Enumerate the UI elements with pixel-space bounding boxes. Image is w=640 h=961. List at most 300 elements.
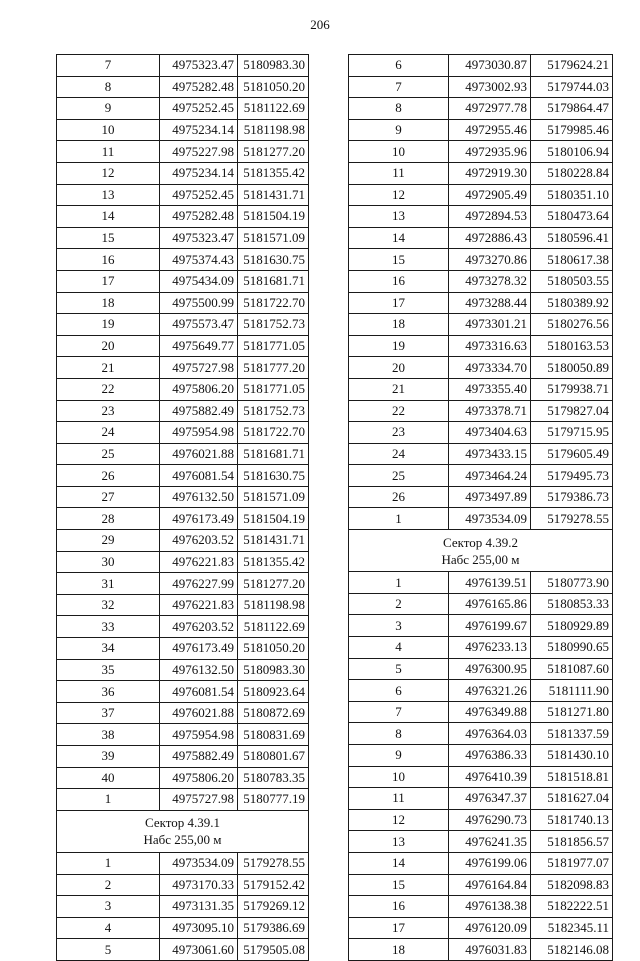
point-number-cell: 1 <box>57 789 160 811</box>
table-row <box>349 637 613 659</box>
table-row <box>57 767 309 789</box>
table-row <box>349 723 613 745</box>
point-number-cell: 17 <box>349 917 449 939</box>
y-coordinate-cell: 5182222.51 <box>531 896 613 918</box>
table-row <box>349 831 613 853</box>
table-row <box>57 486 309 508</box>
point-number-cell: 19 <box>57 314 160 336</box>
y-coordinate-cell: 5180106.94 <box>531 141 613 163</box>
y-coordinate-cell: 5181050.20 <box>238 638 309 660</box>
point-number-cell: 25 <box>349 465 449 487</box>
x-coordinate-cell: 4975727.98 <box>160 357 238 379</box>
y-coordinate-cell: 5180983.30 <box>238 659 309 681</box>
y-coordinate-cell: 5179744.03 <box>531 76 613 98</box>
table-row <box>57 939 309 961</box>
table-row <box>349 874 613 896</box>
point-number-cell: 16 <box>349 896 449 918</box>
table-row <box>57 530 309 552</box>
y-coordinate-cell: 5181856.57 <box>531 831 613 853</box>
table-row <box>349 141 613 163</box>
table-row <box>57 443 309 465</box>
point-number-cell: 9 <box>349 119 449 141</box>
point-number-cell: 15 <box>349 249 449 271</box>
table-row <box>57 314 309 336</box>
y-coordinate-cell: 5180773.90 <box>531 572 613 594</box>
y-coordinate-cell: 5179386.69 <box>238 917 309 939</box>
x-coordinate-cell: 4976081.54 <box>160 465 238 487</box>
y-coordinate-cell: 5179386.73 <box>531 486 613 508</box>
y-coordinate-cell: 5180276.56 <box>531 314 613 336</box>
point-number-cell: 4 <box>57 917 160 939</box>
y-coordinate-cell: 5181627.04 <box>531 788 613 810</box>
x-coordinate-cell: 4976173.49 <box>160 638 238 660</box>
point-number-cell: 32 <box>57 594 160 616</box>
point-number-cell: 26 <box>57 465 160 487</box>
y-coordinate-cell: 5180853.33 <box>531 593 613 615</box>
point-number-cell: 2 <box>349 593 449 615</box>
x-coordinate-cell: 4973404.63 <box>449 422 531 444</box>
x-coordinate-cell: 4976203.52 <box>160 530 238 552</box>
point-number-cell: 31 <box>57 573 160 595</box>
y-coordinate-cell: 5180503.55 <box>531 270 613 292</box>
table-row <box>57 789 309 811</box>
point-number-cell: 14 <box>349 852 449 874</box>
table-row <box>57 98 309 120</box>
x-coordinate-cell: 4973334.70 <box>449 357 531 379</box>
sector-header-cell <box>349 530 613 572</box>
point-number-cell: 13 <box>349 831 449 853</box>
point-number-cell: 2 <box>57 874 160 896</box>
table-row <box>349 314 613 336</box>
x-coordinate-cell: 4976132.50 <box>160 486 238 508</box>
y-coordinate-cell: 5181771.05 <box>238 378 309 400</box>
y-coordinate-cell: 5179827.04 <box>531 400 613 422</box>
x-coordinate-cell: 4976138.38 <box>449 896 531 918</box>
table-row <box>57 335 309 357</box>
x-coordinate-cell: 4976221.83 <box>160 594 238 616</box>
point-number-cell: 39 <box>57 746 160 768</box>
y-coordinate-cell: 5180929.89 <box>531 615 613 637</box>
y-coordinate-cell: 5181198.98 <box>238 119 309 141</box>
y-coordinate-cell: 5180801.67 <box>238 746 309 768</box>
y-coordinate-cell: 5179269.12 <box>238 896 309 918</box>
table-row <box>57 659 309 681</box>
table-row <box>57 206 309 228</box>
y-coordinate-cell: 5180596.41 <box>531 227 613 249</box>
point-number-cell: 6 <box>349 680 449 702</box>
point-number-cell: 18 <box>57 292 160 314</box>
point-number-cell: 25 <box>57 443 160 465</box>
x-coordinate-cell: 4976321.26 <box>449 680 531 702</box>
point-number-cell: 22 <box>57 378 160 400</box>
y-coordinate-cell: 5180872.69 <box>238 702 309 724</box>
x-coordinate-cell: 4972905.49 <box>449 184 531 206</box>
x-coordinate-cell: 4973464.24 <box>449 465 531 487</box>
point-number-cell: 40 <box>57 767 160 789</box>
table-row <box>349 98 613 120</box>
y-coordinate-cell: 5181355.42 <box>238 162 309 184</box>
y-coordinate-cell: 5181681.71 <box>238 443 309 465</box>
table-row <box>349 508 613 530</box>
y-coordinate-cell: 5181752.73 <box>238 314 309 336</box>
point-number-cell: 29 <box>57 530 160 552</box>
y-coordinate-cell: 5181777.20 <box>238 357 309 379</box>
sector-title: Сектор 4.39.2 <box>442 534 518 550</box>
sector-title: Сектор 4.39.1 <box>144 815 220 831</box>
point-number-cell: 14 <box>57 206 160 228</box>
table-row <box>349 357 613 379</box>
y-coordinate-cell: 5181198.98 <box>238 594 309 616</box>
y-coordinate-cell: 5181630.75 <box>238 249 309 271</box>
y-coordinate-cell: 5181630.75 <box>238 465 309 487</box>
x-coordinate-cell: 4972919.30 <box>449 162 531 184</box>
point-number-cell: 3 <box>57 896 160 918</box>
point-number-cell: 7 <box>349 701 449 723</box>
x-coordinate-cell: 4972894.53 <box>449 206 531 228</box>
x-coordinate-cell: 4976081.54 <box>160 681 238 703</box>
y-coordinate-cell: 5180983.30 <box>238 55 309 77</box>
x-coordinate-cell: 4976227.99 <box>160 573 238 595</box>
point-number-cell: 17 <box>349 292 449 314</box>
table-row <box>349 55 613 77</box>
point-number-cell: 18 <box>349 939 449 961</box>
y-coordinate-cell: 5180351.10 <box>531 184 613 206</box>
table-row <box>349 917 613 939</box>
y-coordinate-cell: 5180163.53 <box>531 335 613 357</box>
point-number-cell: 14 <box>349 227 449 249</box>
y-coordinate-cell: 5181277.20 <box>238 573 309 595</box>
x-coordinate-cell: 4973278.32 <box>449 270 531 292</box>
x-coordinate-cell: 4975954.98 <box>160 422 238 444</box>
point-number-cell: 20 <box>57 335 160 357</box>
x-coordinate-cell: 4976241.35 <box>449 831 531 853</box>
y-coordinate-cell: 5180617.38 <box>531 249 613 271</box>
point-number-cell: 21 <box>349 378 449 400</box>
point-number-cell: 10 <box>57 119 160 141</box>
table-row <box>349 852 613 874</box>
table-row <box>349 593 613 615</box>
point-number-cell: 36 <box>57 681 160 703</box>
y-coordinate-cell: 5179278.55 <box>238 852 309 874</box>
table-row <box>57 594 309 616</box>
y-coordinate-cell: 5181722.70 <box>238 292 309 314</box>
x-coordinate-cell: 4976021.88 <box>160 443 238 465</box>
point-number-cell: 33 <box>57 616 160 638</box>
point-number-cell: 28 <box>57 508 160 530</box>
table-row <box>57 896 309 918</box>
x-coordinate-cell: 4975234.14 <box>160 119 238 141</box>
table-row <box>57 573 309 595</box>
table-row <box>57 724 309 746</box>
point-number-cell: 6 <box>349 55 449 77</box>
x-coordinate-cell: 4975282.48 <box>160 206 238 228</box>
point-number-cell: 15 <box>349 874 449 896</box>
point-number-cell: 4 <box>349 637 449 659</box>
table-row <box>57 292 309 314</box>
y-coordinate-cell: 5181430.10 <box>531 745 613 767</box>
point-number-cell: 1 <box>57 852 160 874</box>
y-coordinate-cell: 5181771.05 <box>238 335 309 357</box>
x-coordinate-cell: 4976290.73 <box>449 809 531 831</box>
table-row <box>57 76 309 98</box>
y-coordinate-cell: 5181504.19 <box>238 508 309 530</box>
table-row <box>349 572 613 594</box>
x-coordinate-cell: 4976173.49 <box>160 508 238 530</box>
y-coordinate-cell: 5179864.47 <box>531 98 613 120</box>
x-coordinate-cell: 4973061.60 <box>160 939 238 961</box>
x-coordinate-cell: 4976021.88 <box>160 702 238 724</box>
table-row <box>57 55 309 77</box>
point-number-cell: 8 <box>349 723 449 745</box>
x-coordinate-cell: 4976199.06 <box>449 852 531 874</box>
table-row <box>57 638 309 660</box>
y-coordinate-cell: 5181122.69 <box>238 616 309 638</box>
y-coordinate-cell: 5181681.71 <box>238 270 309 292</box>
x-coordinate-cell: 4973534.09 <box>449 508 531 530</box>
point-number-cell: 1 <box>349 508 449 530</box>
sector-height: Набс 255,00 м <box>143 832 222 848</box>
table-row <box>349 206 613 228</box>
x-coordinate-cell: 4973095.10 <box>160 917 238 939</box>
point-number-cell: 38 <box>57 724 160 746</box>
point-number-cell: 21 <box>57 357 160 379</box>
x-coordinate-cell: 4973378.71 <box>449 400 531 422</box>
y-coordinate-cell: 5179985.46 <box>531 119 613 141</box>
x-coordinate-cell: 4976132.50 <box>160 659 238 681</box>
table-row <box>57 681 309 703</box>
table-row <box>57 422 309 444</box>
table-row <box>349 788 613 810</box>
y-coordinate-cell: 5180783.35 <box>238 767 309 789</box>
point-number-cell: 23 <box>57 400 160 422</box>
x-coordinate-cell: 4975234.14 <box>160 162 238 184</box>
sector-height: Набс 255,00 м <box>441 551 520 567</box>
table-row <box>349 896 613 918</box>
x-coordinate-cell: 4976364.03 <box>449 723 531 745</box>
y-coordinate-cell: 5180389.92 <box>531 292 613 314</box>
point-number-cell: 22 <box>349 400 449 422</box>
table-row <box>349 443 613 465</box>
y-coordinate-cell: 5181431.71 <box>238 184 309 206</box>
y-coordinate-cell: 5180990.65 <box>531 637 613 659</box>
table-body <box>57 55 309 961</box>
point-number-cell: 9 <box>57 98 160 120</box>
sector-header-cell <box>57 810 309 852</box>
table-row <box>57 119 309 141</box>
y-coordinate-cell: 5180050.89 <box>531 357 613 379</box>
table-row <box>349 680 613 702</box>
table-row <box>57 465 309 487</box>
point-number-cell: 11 <box>349 788 449 810</box>
x-coordinate-cell: 4975434.09 <box>160 270 238 292</box>
point-number-cell: 12 <box>57 162 160 184</box>
y-coordinate-cell: 5181122.69 <box>238 98 309 120</box>
x-coordinate-cell: 4976199.67 <box>449 615 531 637</box>
table-row <box>57 357 309 379</box>
y-coordinate-cell: 5181722.70 <box>238 422 309 444</box>
x-coordinate-cell: 4975323.47 <box>160 227 238 249</box>
x-coordinate-cell: 4973270.86 <box>449 249 531 271</box>
point-number-cell: 10 <box>349 766 449 788</box>
x-coordinate-cell: 4973170.33 <box>160 874 238 896</box>
x-coordinate-cell: 4975323.47 <box>160 55 238 77</box>
point-number-cell: 5 <box>57 939 160 961</box>
y-coordinate-cell: 5181087.60 <box>531 658 613 680</box>
x-coordinate-cell: 4975282.48 <box>160 76 238 98</box>
table-row <box>57 378 309 400</box>
x-coordinate-cell: 4976349.88 <box>449 701 531 723</box>
x-coordinate-cell: 4973433.15 <box>449 443 531 465</box>
x-coordinate-cell: 4976221.83 <box>160 551 238 573</box>
point-number-cell: 19 <box>349 335 449 357</box>
table-row <box>57 400 309 422</box>
x-coordinate-cell: 4973301.21 <box>449 314 531 336</box>
table-row <box>349 766 613 788</box>
y-coordinate-cell: 5181277.20 <box>238 141 309 163</box>
y-coordinate-cell: 5179624.21 <box>531 55 613 77</box>
x-coordinate-cell: 4975649.77 <box>160 335 238 357</box>
y-coordinate-cell: 5182146.08 <box>531 939 613 961</box>
table-row <box>349 162 613 184</box>
table-row <box>57 227 309 249</box>
x-coordinate-cell: 4973288.44 <box>449 292 531 314</box>
point-number-cell: 24 <box>349 443 449 465</box>
table-row <box>349 400 613 422</box>
table-row <box>349 378 613 400</box>
x-coordinate-cell: 4972935.96 <box>449 141 531 163</box>
y-coordinate-cell: 5179938.71 <box>531 378 613 400</box>
table-row <box>57 551 309 573</box>
table-row <box>57 508 309 530</box>
point-number-cell: 16 <box>57 249 160 271</box>
table-row <box>57 184 309 206</box>
coordinates-table-right <box>348 54 613 961</box>
x-coordinate-cell: 4975882.49 <box>160 746 238 768</box>
table-row <box>57 270 309 292</box>
y-coordinate-cell: 5181111.90 <box>531 680 613 702</box>
table-row <box>349 701 613 723</box>
table-row <box>349 745 613 767</box>
x-coordinate-cell: 4976139.51 <box>449 572 531 594</box>
x-coordinate-cell: 4975374.43 <box>160 249 238 271</box>
y-coordinate-cell: 5181740.13 <box>531 809 613 831</box>
x-coordinate-cell: 4976300.95 <box>449 658 531 680</box>
table-row <box>349 76 613 98</box>
y-coordinate-cell: 5179605.49 <box>531 443 613 465</box>
page-number: 206 <box>310 17 330 32</box>
x-coordinate-cell: 4975252.45 <box>160 184 238 206</box>
y-coordinate-cell: 5179505.08 <box>238 939 309 961</box>
table-row <box>349 486 613 508</box>
x-coordinate-cell: 4976165.86 <box>449 593 531 615</box>
coordinates-table-left <box>56 54 309 961</box>
y-coordinate-cell: 5180831.69 <box>238 724 309 746</box>
x-coordinate-cell: 4972955.46 <box>449 119 531 141</box>
x-coordinate-cell: 4976386.33 <box>449 745 531 767</box>
x-coordinate-cell: 4973030.87 <box>449 55 531 77</box>
table-row <box>349 658 613 680</box>
table-row <box>349 227 613 249</box>
y-coordinate-cell: 5181518.81 <box>531 766 613 788</box>
y-coordinate-cell: 5181977.07 <box>531 852 613 874</box>
x-coordinate-cell: 4972886.43 <box>449 227 531 249</box>
table-body <box>349 55 613 961</box>
table-row <box>57 249 309 271</box>
x-coordinate-cell: 4975727.98 <box>160 789 238 811</box>
point-number-cell: 24 <box>57 422 160 444</box>
point-number-cell: 37 <box>57 702 160 724</box>
x-coordinate-cell: 4975227.98 <box>160 141 238 163</box>
point-number-cell: 30 <box>57 551 160 573</box>
y-coordinate-cell: 5179715.95 <box>531 422 613 444</box>
point-number-cell: 34 <box>57 638 160 660</box>
y-coordinate-cell: 5180228.84 <box>531 162 613 184</box>
x-coordinate-cell: 4975954.98 <box>160 724 238 746</box>
y-coordinate-cell: 5181271.80 <box>531 701 613 723</box>
table-row <box>349 119 613 141</box>
x-coordinate-cell: 4973497.89 <box>449 486 531 508</box>
x-coordinate-cell: 4976164.84 <box>449 874 531 896</box>
x-coordinate-cell: 4976410.39 <box>449 766 531 788</box>
x-coordinate-cell: 4975500.99 <box>160 292 238 314</box>
table-row <box>349 809 613 831</box>
y-coordinate-cell: 5180923.64 <box>238 681 309 703</box>
x-coordinate-cell: 4973002.93 <box>449 76 531 98</box>
point-number-cell: 16 <box>349 270 449 292</box>
table-row <box>349 335 613 357</box>
table-row <box>57 746 309 768</box>
table-row <box>57 702 309 724</box>
point-number-cell: 11 <box>57 141 160 163</box>
x-coordinate-cell: 4975882.49 <box>160 400 238 422</box>
point-number-cell: 15 <box>57 227 160 249</box>
y-coordinate-cell: 5181431.71 <box>238 530 309 552</box>
y-coordinate-cell: 5181050.20 <box>238 76 309 98</box>
x-coordinate-cell: 4976031.83 <box>449 939 531 961</box>
sector-header-row <box>57 810 309 852</box>
table-row <box>349 465 613 487</box>
table-row <box>349 184 613 206</box>
x-coordinate-cell: 4976120.09 <box>449 917 531 939</box>
y-coordinate-cell: 5181752.73 <box>238 400 309 422</box>
y-coordinate-cell: 5181337.59 <box>531 723 613 745</box>
point-number-cell: 17 <box>57 270 160 292</box>
y-coordinate-cell: 5181571.09 <box>238 486 309 508</box>
point-number-cell: 27 <box>57 486 160 508</box>
y-coordinate-cell: 5179495.73 <box>531 465 613 487</box>
x-coordinate-cell: 4973131.35 <box>160 896 238 918</box>
x-coordinate-cell: 4972977.78 <box>449 98 531 120</box>
x-coordinate-cell: 4976203.52 <box>160 616 238 638</box>
point-number-cell: 12 <box>349 184 449 206</box>
x-coordinate-cell: 4975252.45 <box>160 98 238 120</box>
y-coordinate-cell: 5182098.83 <box>531 874 613 896</box>
table-row <box>349 249 613 271</box>
y-coordinate-cell: 5179278.55 <box>531 508 613 530</box>
table-row <box>57 852 309 874</box>
table-row <box>349 615 613 637</box>
point-number-cell: 10 <box>349 141 449 163</box>
x-coordinate-cell: 4976347.37 <box>449 788 531 810</box>
table-row <box>349 270 613 292</box>
table-row <box>349 422 613 444</box>
point-number-cell: 13 <box>57 184 160 206</box>
x-coordinate-cell: 4973316.63 <box>449 335 531 357</box>
y-coordinate-cell: 5180777.19 <box>238 789 309 811</box>
point-number-cell: 1 <box>349 572 449 594</box>
table-row <box>349 292 613 314</box>
y-coordinate-cell: 5181504.19 <box>238 206 309 228</box>
